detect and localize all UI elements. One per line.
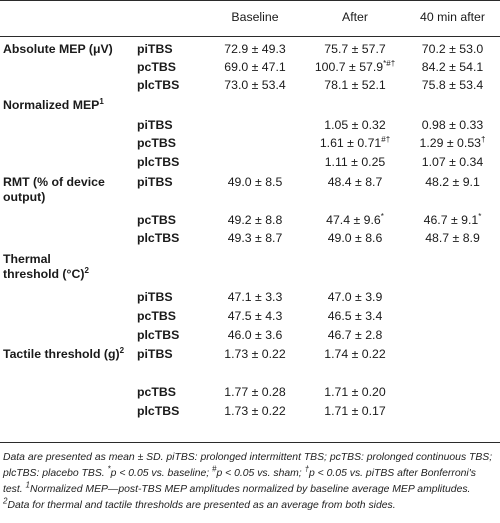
table-cell: 1.77 ± 0.28 <box>224 385 286 399</box>
table-cell: 46.0 ± 3.6 <box>227 328 283 342</box>
group-label: piTBS <box>137 347 173 361</box>
table-cell: 72.9 ± 49.3 <box>224 42 286 56</box>
row-label-absolute-mep: Absolute MEP (μV) <box>3 42 113 56</box>
table-cell: 1.71 ± 0.20 <box>324 385 386 399</box>
group-label: plcTBS <box>137 78 180 92</box>
table-cell: 49.0 ± 8.5 <box>227 175 283 189</box>
group-label: piTBS <box>137 42 173 56</box>
table-cell: 75.7 ± 57.7 <box>324 42 386 56</box>
column-header-40-min-after: 40 min after <box>420 10 485 24</box>
table-cell: 49.2 ± 8.8 <box>227 213 283 227</box>
table-cell: 1.07 ± 0.34 <box>421 155 484 169</box>
table-cell: 1.74 ± 0.22 <box>324 347 386 361</box>
table-cell: 48.2 ± 9.1 <box>425 175 480 189</box>
table-cell: 84.2 ± 54.1 <box>421 60 484 74</box>
row-label-rmt: RMT (% of device output) <box>3 175 105 204</box>
row-label-thermal-threshold: Thermal threshold $(^\circ C)^2$ <box>3 252 89 281</box>
table-cell: 49.3 ± 8.7 <box>227 231 283 245</box>
table-cell: 69.0 ± 47.1 <box>224 60 286 74</box>
group-label: pcTBS <box>137 213 176 227</box>
table-bottom-rule <box>0 442 500 443</box>
table-cell: 70.2 ± 53.0 <box>421 42 484 56</box>
table-cell: 1.11 ± 0.25 <box>324 155 386 169</box>
table-cell: 47.0 ± 3.9 <box>327 290 383 304</box>
group-label: pcTBS <box>137 385 176 399</box>
table-cell: 46.7 ± 2.8 <box>327 328 383 342</box>
group-label: piTBS <box>137 118 173 132</box>
table-cell: 47.5 ± 4.3 <box>227 309 283 323</box>
column-header-after: After <box>342 10 368 24</box>
table-top-rule <box>0 0 500 1</box>
table-header-rule <box>0 36 500 37</box>
table-cell: 48.7 ± 8.9 <box>425 231 480 245</box>
group-label: piTBS <box>137 290 173 304</box>
table-cell: 1.05 ± 0.32 <box>324 118 386 132</box>
table-cell: 1.29 ± 0.53† <box>419 134 486 150</box>
table-cell: 48.4 ± 8.7 <box>327 175 383 189</box>
column-header-baseline: Baseline <box>231 10 279 24</box>
table-cell: 1.61 ± 0.71#† <box>319 134 391 150</box>
row-label-tactile-threshold: Tactile threshold $(g)^2$ <box>3 345 125 361</box>
table-cell: 1.71 ± 0.17 <box>324 404 386 418</box>
table-cell: 75.8 ± 53.4 <box>421 78 484 92</box>
group-label: pcTBS <box>137 309 176 323</box>
row-label-normalized-mep: Normalized MEP$^1$ <box>3 96 104 112</box>
table-cell: 100.7 ± 57.9*#† <box>314 58 396 74</box>
group-label: plcTBS <box>137 328 180 342</box>
table-cell: 46.7 ± 9.1* <box>423 211 482 227</box>
table-cell: 47.1 ± 3.3 <box>227 290 283 304</box>
group-label: plcTBS <box>137 155 180 169</box>
group-label: plcTBS <box>137 231 180 245</box>
group-label: pcTBS <box>137 60 176 74</box>
group-label: plcTBS <box>137 404 180 418</box>
table-cell: 73.0 ± 53.4 <box>224 78 286 92</box>
table-cell: 1.73 ± 0.22 <box>224 404 286 418</box>
table-cell: 49.0 ± 8.6 <box>327 231 383 245</box>
table-cell: 1.73 ± 0.22 <box>224 347 286 361</box>
group-label: piTBS <box>137 175 173 189</box>
table-cell: 78.1 ± 52.1 <box>324 78 386 92</box>
table-cell: 0.98 ± 0.33 <box>421 118 484 132</box>
table-footnote: Data are presented as mean ± SD. piTBS: prolonged intermittent TBS; pcTBS: prolonged continuous TBS; plcTBS: placebo TBS. *p < 0.05 vs. baseline; #p < 0.05 vs. sham; †p < 0.05 vs. piTBS after Bonferroni's test. $^1$Normalized MEP—post-TBS MEP amplitudes normalized by baseline average MEP amplitudes. $^2$Data for thermal and tactile thresholds are presented as an average from both sides. <box>3 452 493 511</box>
table-cell: 47.4 ± 9.6* <box>326 211 384 227</box>
group-label: pcTBS <box>137 136 176 150</box>
table-cell: 46.5 ± 3.4 <box>327 309 383 323</box>
